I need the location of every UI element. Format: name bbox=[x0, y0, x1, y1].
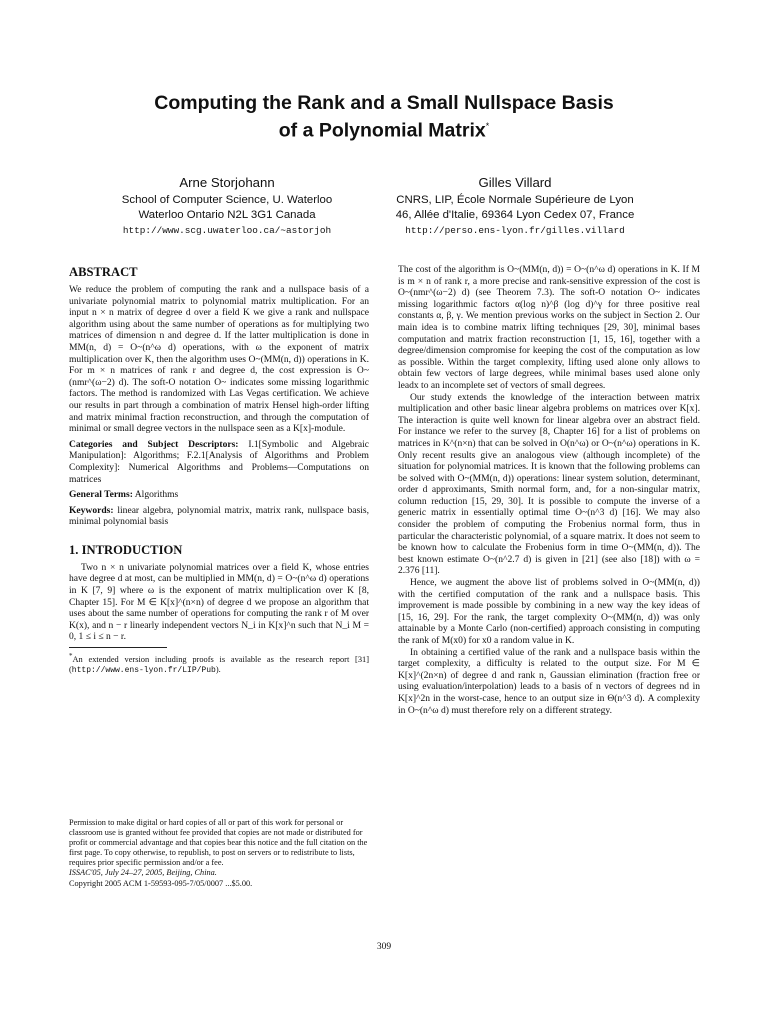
keywords-text: linear algebra, polynomial matrix, matrix rank, nullspace basis, minimal polynomial basis bbox=[69, 504, 369, 528]
author-block-villard bbox=[370, 174, 660, 238]
title-footnote-mark: * bbox=[485, 121, 490, 131]
copyright-text: Copyright 2005 ACM 1-59593-095-7/05/0007 ...$5.00. bbox=[69, 878, 253, 888]
abstract-heading: ABSTRACT bbox=[69, 265, 138, 279]
categories-paragraph bbox=[69, 439, 369, 485]
footnote-mark: * bbox=[69, 652, 73, 661]
author-affiliation: CNRS, LIP, École Normale Supérieure de Lyon bbox=[396, 194, 634, 206]
general-terms-paragraph bbox=[69, 489, 369, 501]
paper-title bbox=[60, 92, 708, 143]
footnote bbox=[69, 651, 369, 677]
left-column bbox=[69, 264, 369, 677]
footnote-text: An extended version including proofs is available as the research report [31] ( bbox=[69, 654, 369, 675]
author-affiliation: School of Computer Science, U. Waterloo bbox=[121, 194, 333, 206]
page-number: 309 bbox=[376, 942, 392, 952]
introduction-text: Two n × n univariate polynomial matrices over a field K, whose entries have degree d at most, can be multiplied in MM(n, d) = O~(n^ω d) operations in K [7, 9] where ω is the exponent of matrix multiplication over K [8, Chapter 15]. For M ∈ K[x]^(n×n) of degree d we propose an algorithm that uses about the same number of operations for computing the rank r of M over K(x), and n − r linearly independent vectors N_i in K[x]^n such that N_i M = 0, 1 ≤ i ≤ n − r. bbox=[69, 561, 369, 643]
permission-notice bbox=[69, 818, 369, 889]
introduction-heading: 1. INTRODUCTION bbox=[69, 542, 183, 557]
body-paragraph: Our study extends the knowledge of the interaction between matrix multiplication and other basic linear algebra problems on matrices over K[x]. The interaction is quite well known for linear algebra over an abstract field. For instance we refer to the survey [8, Chapter 16] for a list of problems on matrices in K^(n×n) that can be solved in O(n^ω) or O~(n^ω) operations in K. Only recent results give an analogous view (although incomplete) of the situation for polynomial matrices. It is known that the following problems can be solved with O~(MM(n, d)) operations: linear system solution, determinant, order d approximants, Smith normal form, and, for a non-singular matrix, column reduction [15, 29, 30]. It is possible to compute the inverse of a generic matrix in essentially optimal time O~(n^3 d) [16]. We may also consider the problem of computing the Frobenius normal form, thus in particular the characteristic polynomial, of a square matrix. It does not seem to be known how to calculate the Frobenius form in time O~(MM(n, d)). The best known estimate O~(n^2.7 d) is given in [21] (see also [18]) with ω = 2.376 [11]. bbox=[398, 391, 700, 577]
categories-label: Categories and Subject Descriptors: bbox=[69, 438, 239, 450]
keywords-paragraph bbox=[69, 505, 369, 528]
keywords-label: Keywords: bbox=[69, 504, 114, 516]
venue-text: ISSAC'05, July 24–27, 2005, Beijing, China. bbox=[69, 868, 217, 878]
body-paragraph: The cost of the algorithm is O~(MM(n, d)) = O~(n^ω d) operations in K. If M is m × n of rank r, a more precise and rank-sensitive expression of the cost is O~(nmr^(ω−2) d) (see Theorem 7.3). The soft-O notation O~ indicates missing logarithmic factors α(log n)^β (log d)^γ for three positive real constants α, β, γ. We mention previous works on the subject in Section 2. Our main idea is to combine matrix lifting techniques [29, 30], minimal bases computation and matrix fraction reconstruction [1, 15, 16], together with a degree/dimension compromise for keeping the cost of the computation as low as possible. Within the target complexity, lifting used alone only allows to obtain few vectors of large degrees, while minimal bases used alone only leadx to an incomplete set of vectors of small degrees. bbox=[398, 264, 700, 391]
author-url: http://perso.ens-lyon.fr/gilles.villard bbox=[405, 225, 625, 236]
author-block-storjohann bbox=[82, 174, 372, 238]
general-terms-label: General Terms: bbox=[69, 489, 133, 501]
author-address: 46, Allée d'Italie, 69364 Lyon Cedex 07, France bbox=[395, 209, 635, 221]
author-address: Waterloo Ontario N2L 3G1 Canada bbox=[138, 209, 316, 221]
author-name: Gilles Villard bbox=[478, 175, 552, 190]
footnote-url[interactable]: http://www.ens-lyon.fr/LIP/Pub bbox=[71, 666, 216, 676]
title-line-1: Computing the Rank and a Small Nullspace Basis bbox=[154, 92, 614, 114]
author-name: Arne Storjohann bbox=[179, 175, 275, 190]
body-paragraph: In obtaining a certified value of the rank and a nullspace basis within the target complexity, a difficulty is related to the output size. For M ∈ K[x]^(2n×n) of degree d and rank n, Gaussian elimination (fraction free or using evaluation/interpolation) leads to a basis of n vectors of degrees nd in K[x]^2n in the worst-case, hence to an output size in Θ(n^3 d). A complexity in O~(n^ω d) must therefore rely on a different strategy. bbox=[398, 646, 700, 716]
body-paragraph: Hence, we augment the above list of problems solved in O~(MM(n, d)) with the certified computation of the rank and a nullspace basis. This improvement is made possible by combining in a new way the key ideas of [15, 16, 29]. For the rank, the target complexity O~(MM(n, d)) was only attainable by a Monte Carlo (non-certified) approach consisting in computing the rank of M(x0) for x0 a random value in K. bbox=[398, 577, 700, 646]
abstract-text: We reduce the problem of computing the rank and a nullspace basis of a univariate polynomial matrix to polynomial matrix multiplication. For an input n × n matrix of degree d over a field K we give a rank and nullspace algorithm using about the same number of operations as for multiplying two matrices of dimension n and degree d. If the latter multiplication is done in MM(n, d) = O~(n^ω d) operations, with ω the exponent of matrix multiplication over K, then the algorithm uses O~(MM(n, d)) operations in K. For m × n matrices of rank r and degree d, the cost expression is O~(nmr^(ω−2) d). The soft-O notation O~ indicates some missing logarithmic factors. The method is randomized with Las Vegas certification. We achieve our results in part through a combination of matrix Hensel high-order lifting and matrix minimal fraction reconstruction, and through the computation of minimal or small degree vectors in the nullspace seen as a K[x]-module. bbox=[69, 284, 369, 435]
categories-text: I.1[Symbolic and Algebraic Manipulation]: Algorithms; F.2.1[Analysis of Algorithms and Problem Complexity]: Numerical Algorithms and Problems—Computations on matrices bbox=[69, 438, 369, 485]
footnote-divider bbox=[69, 647, 167, 648]
right-column bbox=[398, 264, 700, 716]
title-line-2: of a Polynomial Matrix bbox=[278, 119, 486, 142]
footnote-end: ). bbox=[215, 665, 221, 675]
permission-text: Permission to make digital or hard copies of all or part of this work for personal or classroom use is granted without fee provided that copies are not made or distributed for profit or commercial advantage and that copies bear this notice and the full citation on the first page. To copy otherwise, to republish, to post on servers or to redistribute to lists, requires prior specific permission and/or a fee. bbox=[69, 818, 368, 868]
author-url: http://www.scg.uwaterloo.ca/~astorjoh bbox=[122, 225, 332, 236]
general-terms-text: Algorithms bbox=[134, 489, 179, 501]
